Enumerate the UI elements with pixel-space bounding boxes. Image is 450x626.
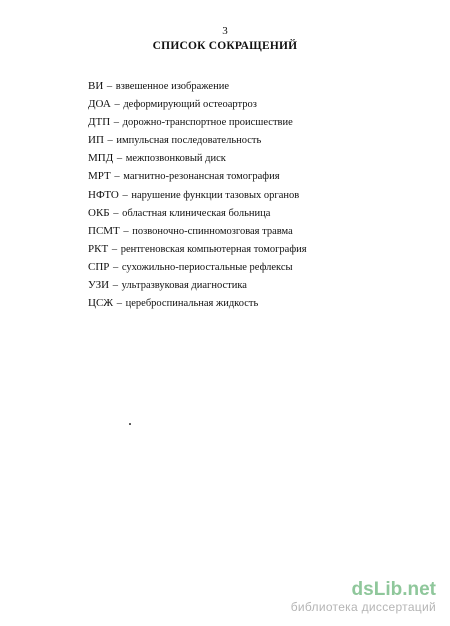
watermark-logo: dsLib.net — [351, 579, 436, 600]
abbreviation-item — [88, 222, 307, 240]
abbreviation-item — [88, 95, 307, 113]
abbreviation-code: УЗИ — [88, 279, 110, 292]
watermark-subtitle: библиотека диссертаций — [290, 600, 436, 614]
abbreviation-separator: – — [112, 280, 118, 292]
abbreviation-definition: цереброспинальная жидкость — [125, 298, 259, 310]
abbreviation-definition: нарушение функции тазовых органов — [131, 189, 300, 201]
abbreviation-code: СПР — [88, 260, 110, 273]
abbreviation-definition: областная клиническая больница — [122, 207, 271, 219]
abbreviation-definition: деформирующий остеоартроз — [123, 99, 257, 111]
abbreviation-code: ДТП — [88, 116, 111, 129]
abbreviation-item — [88, 167, 307, 185]
abbreviation-separator: – — [113, 207, 119, 219]
abbreviation-separator: – — [114, 99, 120, 111]
abbreviation-separator: – — [111, 243, 118, 255]
abbreviation-separator: – — [116, 153, 123, 165]
abbreviation-definition: сухожильно-периостальные рефлексы — [121, 261, 293, 273]
abbreviation-definition: ультразвуковая диагностика — [121, 280, 247, 292]
abbreviation-code: ВИ — [88, 80, 104, 92]
abbreviation-separator: – — [113, 117, 120, 129]
scan-dot-artifact — [129, 423, 131, 425]
abbreviation-code: ОКБ — [88, 206, 110, 219]
abbreviation-list — [88, 77, 307, 312]
abbreviation-item — [88, 113, 307, 131]
abbreviation-code: МРТ — [88, 170, 111, 183]
abbreviation-item — [88, 149, 307, 167]
page-title: СПИСОК СОКРАЩЕНИЙ — [152, 40, 298, 52]
abbreviation-separator: – — [122, 189, 128, 201]
abbreviation-definition: дорожно-транспортное происшествие — [122, 117, 293, 129]
abbreviation-item — [88, 258, 307, 276]
abbreviation-item — [88, 240, 307, 258]
abbreviation-item — [88, 294, 307, 312]
watermark — [291, 580, 436, 614]
abbreviation-code: ИП — [88, 134, 104, 147]
abbreviation-separator: – — [107, 135, 113, 147]
abbreviation-definition: магнитно-резонансная томография — [123, 171, 280, 183]
abbreviation-item — [88, 186, 307, 204]
abbreviation-code: ЦСЖ — [88, 297, 114, 310]
abbreviation-separator: – — [116, 298, 123, 310]
abbreviation-item — [88, 204, 307, 222]
abbreviation-definition: взвешенное изображение — [115, 81, 229, 92]
abbreviation-definition: импульсная последовательность — [116, 135, 262, 147]
page-number: 3 — [222, 25, 228, 37]
abbreviation-separator: – — [114, 171, 120, 183]
abbreviation-separator: – — [106, 81, 113, 92]
abbreviation-code: НФТО — [88, 188, 119, 201]
abbreviation-item — [88, 131, 307, 149]
abbreviation-item — [88, 276, 307, 294]
abbreviation-definition: рентгеновская компьютерная томография — [120, 243, 307, 255]
abbreviation-definition: межпозвонковый диск — [125, 153, 226, 165]
abbreviation-code: ПСМТ — [88, 224, 120, 237]
abbreviation-code: ДОА — [88, 98, 111, 111]
abbreviation-separator: – — [113, 261, 119, 273]
abbreviation-definition: позвоночно-спинномозговая травма — [132, 225, 293, 237]
abbreviation-separator: – — [123, 225, 129, 237]
abbreviation-code: РКТ — [88, 242, 109, 255]
abbreviation-item — [88, 77, 307, 95]
abbreviation-code: МПД — [88, 152, 114, 165]
